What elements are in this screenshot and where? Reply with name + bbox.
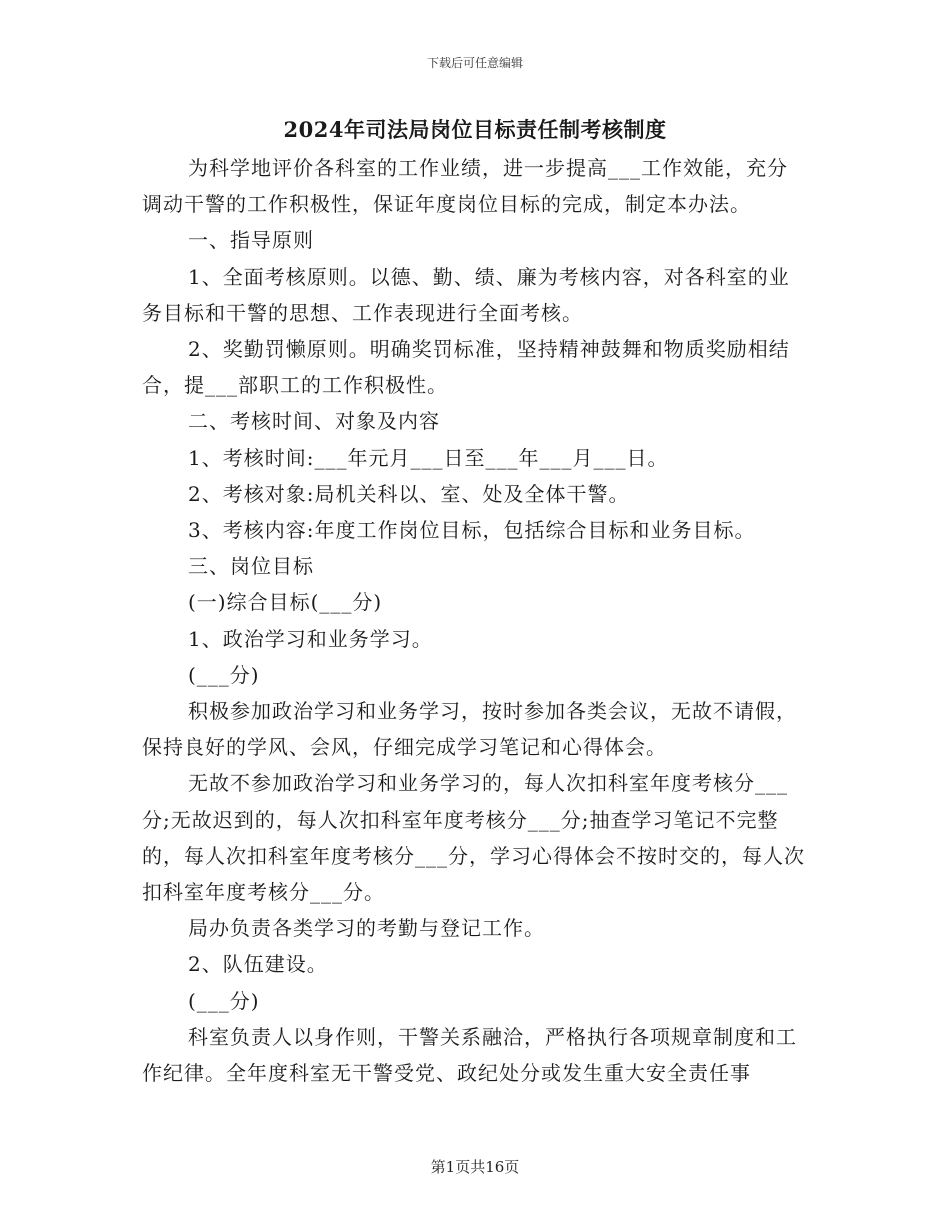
page-number: 第1页共16页 <box>430 1158 520 1176</box>
paragraph: 2、考核对象:局机关科以、室、处及全体干警。 <box>188 481 630 506</box>
page-header-note: 下载后可任意编辑 <box>426 56 523 70</box>
paragraph: 3、考核内容:年度工作岗位目标，包括综合目标和业务目标。 <box>188 518 756 543</box>
score-note: (___分) <box>188 988 260 1013</box>
paragraph: 1、政治学习和业务学习。 <box>188 626 433 651</box>
paragraph: 无故不参加政治学习和业务学习的，每人次扣科室年度考核分___分;无故迟到的，每人次扣科室年度考核分___分;抽查学习笔记不完整的，每人次扣科室年度考核分___分，学习心得体会不按时交的，每人次扣科室年度考核分___分。 <box>142 771 805 905</box>
section-heading: 二、考核时间、对象及内容 <box>188 409 440 434</box>
paragraph: 科室负责人以身作则，干警关系融洽，严格执行各项规章制度和工作纪律。全年度科室无干警受党、政纪处分或发生重大安全责任事 <box>142 1024 797 1086</box>
paragraph: 1、全面考核原则。以德、勤、绩、廉为考核内容，对各科室的业务目标和干警的思想、工作表现进行全面考核。 <box>142 264 790 325</box>
paragraph: 局办负责各类学习的考勤与登记工作。 <box>188 916 545 941</box>
paragraph: 为科学地评价各科室的工作业绩，进一步提高___工作效能，充分调动干警的工作积极性，保证年度岗位目标的完成，制定本办法。 <box>142 156 788 217</box>
section-heading: 一、指导原则 <box>188 228 314 253</box>
paragraph: 2、奖勤罚懒原则。明确奖罚标准，坚持精神鼓舞和物质奖励相结合，提___部职工的工作积极性。 <box>142 337 790 398</box>
paragraph: 2、队伍建设。 <box>188 952 328 977</box>
document-title: 2024年司法局岗位目标责任制考核制度 <box>283 117 667 142</box>
subsection-heading: (一)综合目标(___分) <box>188 590 383 615</box>
section-heading: 三、岗位目标 <box>188 554 314 579</box>
paragraph: 积极参加政治学习和业务学习，按时参加各类会议，无故不请假，保持良好的学风、会风，仔细完成学习笔记和心得体会。 <box>142 699 797 760</box>
paragraph: 1、考核时间:___年元月___日至___年___月___日。 <box>188 445 669 470</box>
score-note: (___分) <box>188 662 260 687</box>
document-body <box>142 150 808 1091</box>
